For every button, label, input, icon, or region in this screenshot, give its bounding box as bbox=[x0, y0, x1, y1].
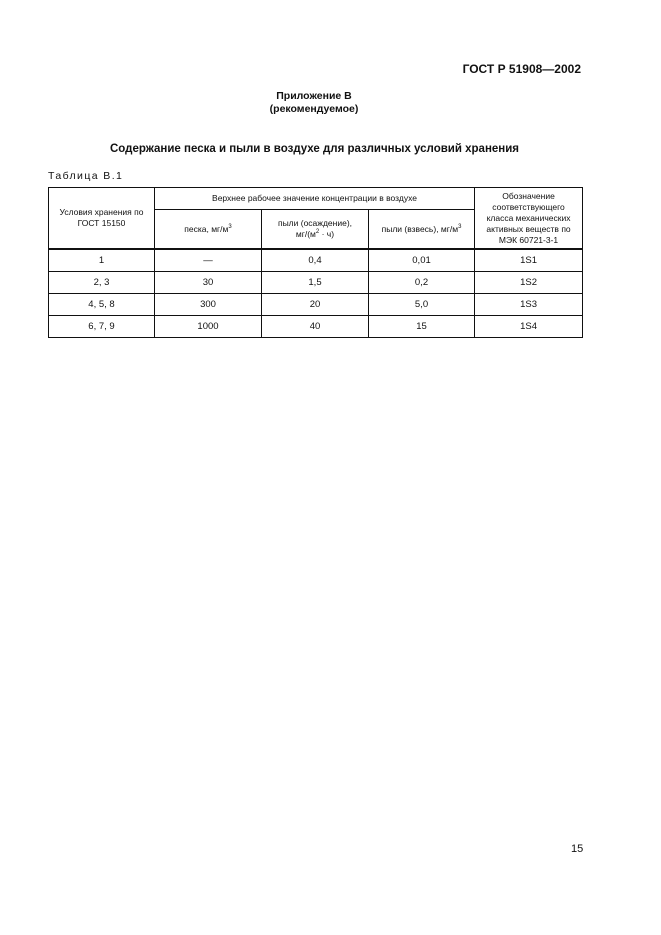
table-cell: 0,4 bbox=[262, 249, 369, 272]
table-cell: 1000 bbox=[155, 316, 262, 338]
appendix-heading bbox=[0, 90, 628, 116]
appendix-note: (рекомендуемое) bbox=[269, 103, 359, 115]
table-cell: 1S1 bbox=[475, 249, 583, 272]
header-class-designation: Обозначение соответствующего класса механических активных веществ по МЭК 60721-3-1 bbox=[475, 188, 583, 250]
table-cell: 1,5 bbox=[262, 272, 369, 294]
table-cell: 40 bbox=[262, 316, 369, 338]
table-cell: 1S3 bbox=[475, 294, 583, 316]
table-row bbox=[49, 249, 583, 272]
table-caption: Таблица В.1 bbox=[48, 170, 124, 182]
appendix-title: Приложение В bbox=[276, 90, 352, 102]
table-row bbox=[49, 272, 583, 294]
table-cell: 15 bbox=[369, 316, 475, 338]
table-cell: 1 bbox=[49, 249, 155, 272]
header-storage-conditions: Условия хранения по ГОСТ 15150 bbox=[49, 188, 155, 250]
header-sand: песка, $мг/м^3$ bbox=[155, 210, 262, 250]
table-cell: 0,01 bbox=[369, 249, 475, 272]
table-cell: 5,0 bbox=[369, 294, 475, 316]
header-concentration-group: Верхнее рабочее значение концентрации в воздухе bbox=[155, 188, 475, 210]
concentration-table bbox=[48, 187, 583, 338]
header-dust-settled: пыли (осаждение), $мг/(м^2 \cdot ч)$ bbox=[262, 210, 369, 250]
page-title: Содержание песка и пыли в воздухе для различных условий хранения bbox=[109, 143, 520, 155]
table-cell: 30 bbox=[155, 272, 262, 294]
header-dust-suspended: пыли (взвесь), $мг/м^3$ bbox=[369, 210, 475, 250]
page-number: 15 bbox=[571, 843, 584, 855]
table-cell: 20 bbox=[262, 294, 369, 316]
table-cell: 0,2 bbox=[369, 272, 475, 294]
table-cell: 4, 5, 8 bbox=[49, 294, 155, 316]
document-number: ГОСТ Р 51908—2002 bbox=[462, 62, 581, 76]
table-cell: 2, 3 bbox=[49, 272, 155, 294]
table-cell: 6, 7, 9 bbox=[49, 316, 155, 338]
table-cell: — bbox=[155, 249, 262, 272]
table-row bbox=[49, 316, 583, 338]
table-cell: 300 bbox=[155, 294, 262, 316]
table-cell: 1S4 bbox=[475, 316, 583, 338]
table-cell: 1S2 bbox=[475, 272, 583, 294]
table-row bbox=[49, 294, 583, 316]
